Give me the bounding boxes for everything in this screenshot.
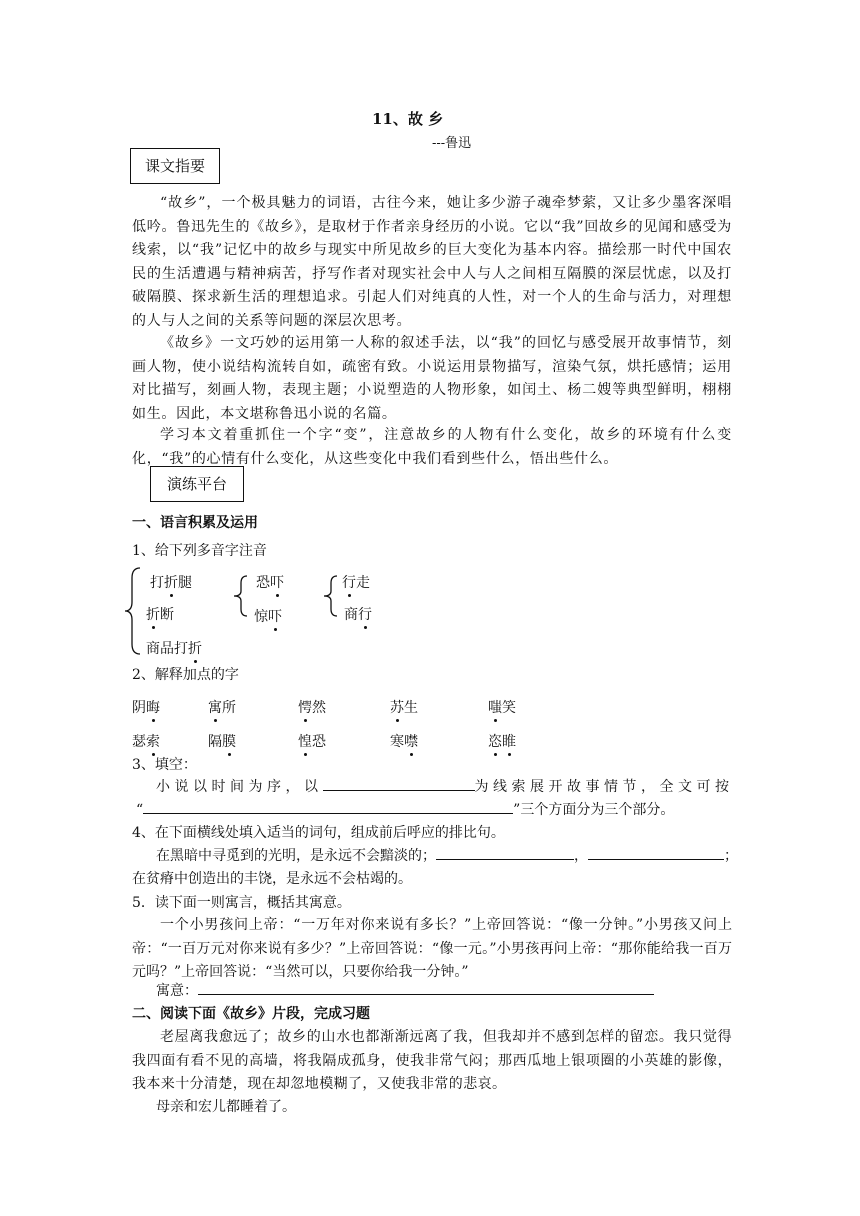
question-3: 3、填空： — [132, 757, 197, 773]
q3-line-1 — [156, 776, 734, 796]
practice-label: 演练平台 — [166, 475, 227, 493]
zhe-word-2: 折断 — [146, 604, 174, 624]
word-huangkong: 惶恐 — [298, 731, 326, 751]
question-5: 5．读下面一则寓言，概括其寓意。 — [132, 895, 351, 911]
author-line: ---鲁迅 — [432, 136, 472, 151]
section-2-heading: 二、阅读下面《故乡》片段，完成习题 — [132, 1006, 370, 1022]
zhe-char-2: 折 — [146, 604, 160, 624]
dot-char: 索 — [146, 731, 160, 751]
he-word-2: 惊吓 — [254, 606, 282, 626]
word-yinhui: 阴晦 — [132, 697, 160, 717]
zhe-word-1: 打折腿 — [150, 572, 192, 592]
q3-blank-2[interactable] — [143, 799, 513, 814]
q5-moral-label: 寓意： — [156, 983, 198, 999]
q3-open-quote: “ — [136, 802, 144, 818]
excerpt-paragraph: 老屋离我愈远了；故乡的山水也都渐渐远离了我，但我却并不感到怎样的留恋。我只觉得我四面有看不见的高墙，将我隔成孤身，使我非常气闷；那西瓜地上银项圈的小英雄的影像，我本来十分清楚，现在却忽地模糊了，又使我非常的悲哀。 — [132, 1029, 732, 1093]
excerpt-last-line: 母亲和宏儿都睡着了。 — [156, 1099, 296, 1115]
q4-line-1 — [156, 845, 738, 865]
he-char-2: 吓 — [268, 606, 282, 626]
dot-char: 噤 — [404, 731, 418, 751]
he-word-1: 恐吓 — [256, 572, 284, 592]
q3-text-d: ”三个方面分为三个部分。 — [513, 802, 675, 818]
q3-line-2 — [136, 799, 674, 819]
word-chixiao: 嗤笑 — [488, 697, 516, 717]
q5-moral-line — [156, 980, 654, 1000]
he-char-1: 吓 — [270, 572, 284, 592]
dot-char: 苏 — [390, 697, 404, 717]
word-susheng: 苏生 — [390, 697, 418, 717]
q4-text-a: 在黑暗中寻觅到的光明，是永远不会黯淡的； — [156, 848, 436, 864]
xing-char-1: 行 — [342, 572, 356, 592]
practice-label-box — [150, 466, 244, 502]
q3-text-b: 为线索展开故事情节，全文可按 — [474, 779, 734, 795]
dot-char: 膜 — [222, 731, 236, 751]
q4-semicolon: ； — [724, 848, 738, 864]
brace-xing — [322, 574, 340, 618]
dot-char: 恣 — [488, 731, 502, 751]
zhe-char-1: 折 — [164, 572, 178, 592]
dot-char: 嗤 — [488, 697, 502, 717]
brace-zhe — [124, 566, 144, 656]
guide-paragraph-3: 学习本文着重抓住一个字“变”，注意故乡的人物有什么变化，故乡的环境有什么变化，“我”的心情有什么变化，从这些变化中我们看到些什么，悟出些什么。 — [132, 427, 732, 467]
xing-char-2: 行 — [358, 604, 372, 624]
guide-label: 课文指要 — [144, 157, 205, 175]
q4-blank-2[interactable] — [588, 845, 724, 860]
q5-moral-blank[interactable] — [198, 980, 654, 995]
word-yusuo: 寓所 — [208, 697, 236, 717]
dot-char: 愕 — [298, 697, 312, 717]
question-1: 1、给下列多音字注音 — [132, 543, 267, 559]
dot-char: 惶 — [298, 731, 312, 751]
q4-line-2: 在贫瘠中创造出的丰饶，是永远不会枯竭的。 — [132, 871, 412, 887]
xing-word-1: 行走 — [342, 572, 370, 592]
q3-blank-1[interactable] — [323, 776, 475, 791]
zhe-word-3: 商品打折 — [146, 638, 202, 658]
zhe-char-3: 折 — [188, 638, 202, 658]
brace-he — [232, 574, 250, 618]
page-title: 11、故 乡 — [372, 110, 444, 128]
word-gemo: 隔膜 — [208, 731, 236, 751]
word-eran: 愕然 — [298, 697, 326, 717]
q5-fable: 一个小男孩问上帝：“一万年对你来说有多长？”上帝回答说：“像一分钟。”小男孩又问上帝：“一百万元对你来说有多少？”上帝回答说：“像一元。”小男孩再问上帝：“那你能给我一百万元吗？”上帝回答说：“当然可以，只要你给我一分钟。” — [132, 917, 732, 981]
guide-paragraph-2: 《故乡》一文巧妙的运用第一人称的叙述手法，以“我”的回忆与感受展开故事情节，刻画人物，使小说结构流转自如，疏密有致。小说运用景物描写，渲染气氛，烘托感情；运用对比描写，刻画人物，表现主题；小说塑造的人物形象，如闰土、杨二嫂等典型鲜明，栩栩如生。因此，本文堪称鲁迅小说的名篇。 — [132, 335, 732, 422]
guide-label-box — [130, 148, 220, 184]
word-sesuo: 瑟索 — [132, 731, 160, 751]
question-4: 4、在下面横线处填入适当的词句，组成前后呼应的排比句。 — [132, 825, 505, 841]
word-hanjin: 寒噤 — [390, 731, 418, 751]
word-zisui — [488, 731, 516, 751]
q3-text-a: 小说以时间为序，以 — [156, 779, 323, 795]
dot-char: 晦 — [146, 697, 160, 717]
dot-char: 寓 — [208, 697, 222, 717]
dot-char: 睢 — [502, 731, 516, 751]
guide-paragraph-1: “故乡”，一个极具魅力的词语，古往今来，她让多少游子魂牵梦萦，又让多少墨客深唱低吟。鲁迅先生的《故乡》，是取材于作者亲身经历的小说。它以“我”回故乡的见闻和感受为线索，以“我”记忆中的故乡与现实中所见故乡的巨大变化为基本内容。描绘那一时代中国农民的生活遭遇与精神病苦，抒写作者对现实社会中人与人之间相互隔膜的深层忧虑，以及打破隔膜、探求新生活的理想追求。引起人们对纯真的人性，对一个人的生命与活力，对理想的人与人之间的关系等问题的深层次思考。 — [132, 195, 732, 329]
section-1-heading: 一、语言积累及运用 — [132, 515, 258, 531]
question-2: 2、解释加点的字 — [132, 667, 239, 683]
q4-blank-1[interactable] — [436, 845, 574, 860]
q4-comma: ， — [574, 848, 588, 864]
xing-word-2: 商行 — [344, 604, 372, 624]
